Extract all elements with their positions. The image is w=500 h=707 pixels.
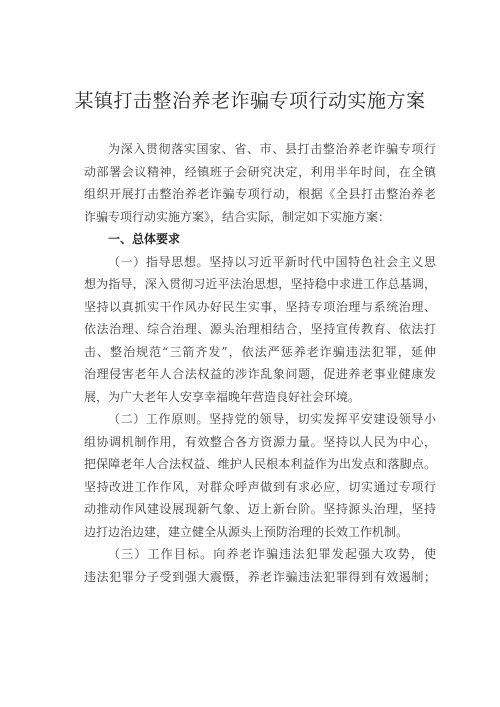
paragraph-line: 展，为广大老年人安享幸福晚年营造良好社会环境。 [84,389,361,404]
paragraph-line: 动部署会议精神，经镇班子会研究决定，利用半年时间，在全镇 [84,164,436,179]
document-title: 某镇打击整治养老诈骗专项行动实施方案 [74,90,426,112]
paragraph-line: 组协调机制作用，有效整合各方资源力量。坚持以人民为中心， [84,434,436,449]
paragraph-line: 边打边治边建，建立健全从源头上预防治理的长效工作机制。 [84,524,409,539]
paragraph-line: 为深入贯彻落实国家、省、市、县打击整治养老诈骗专项行 [108,142,436,156]
paragraph-line: （一）指导思想。坚持以习近平新时代中国特色社会主义思 [108,254,436,269]
paragraph-line: 依法治理、综合治理、源头治理相结合，坚持宣传教育、依法打 [84,322,436,336]
paragraph-line: 组织开展打击整治养老诈骗专项行动，根据《全县打击整治养老 [84,187,436,201]
paragraph-line: （三）工作目标。向养老诈骗违法犯罪发起强大攻势，使 [108,547,436,561]
paragraph-line: 把保障老年人合法权益、维护人民根本利益作为出发点和落脚点。 [84,457,436,471]
paragraph-line: 治理侵害老年人合法权益的涉诈乱象问题，促进养老事业健康发 [84,367,436,381]
section-heading: 一、总体要求 [108,232,181,246]
paragraph-line: 坚持改进工作作风，对群众呼声做到有求必应，切实通过专项行 [84,479,436,494]
paragraph-line: （二）工作原则。坚持党的领导，切实发挥平安建设领导小 [108,412,436,426]
paragraph-line: 坚持以真抓实干作风办好民生实事，坚持专项治理与系统治理、 [84,299,436,314]
paragraph-line: 击、整治规范“三箭齐发”，依法严惩养老诈骗违法犯罪，延伸 [84,344,436,359]
paragraph-line: 违法犯罪分子受到强大震慑，养老诈骗违法犯罪得到有效遏制； [84,569,436,584]
paragraph-line: 想为指导，深入贯彻习近平法治思想，坚持稳中求进工作总基调， [84,277,436,291]
paragraph-line: 诈骗专项行动实施方案》，结合实际，制定如下实施方案： [84,209,391,224]
paragraph-line: 动推动作风建设展现新气象、迈上新台阶。坚持源头治理，坚持 [84,502,436,516]
document-body [84,138,436,588]
